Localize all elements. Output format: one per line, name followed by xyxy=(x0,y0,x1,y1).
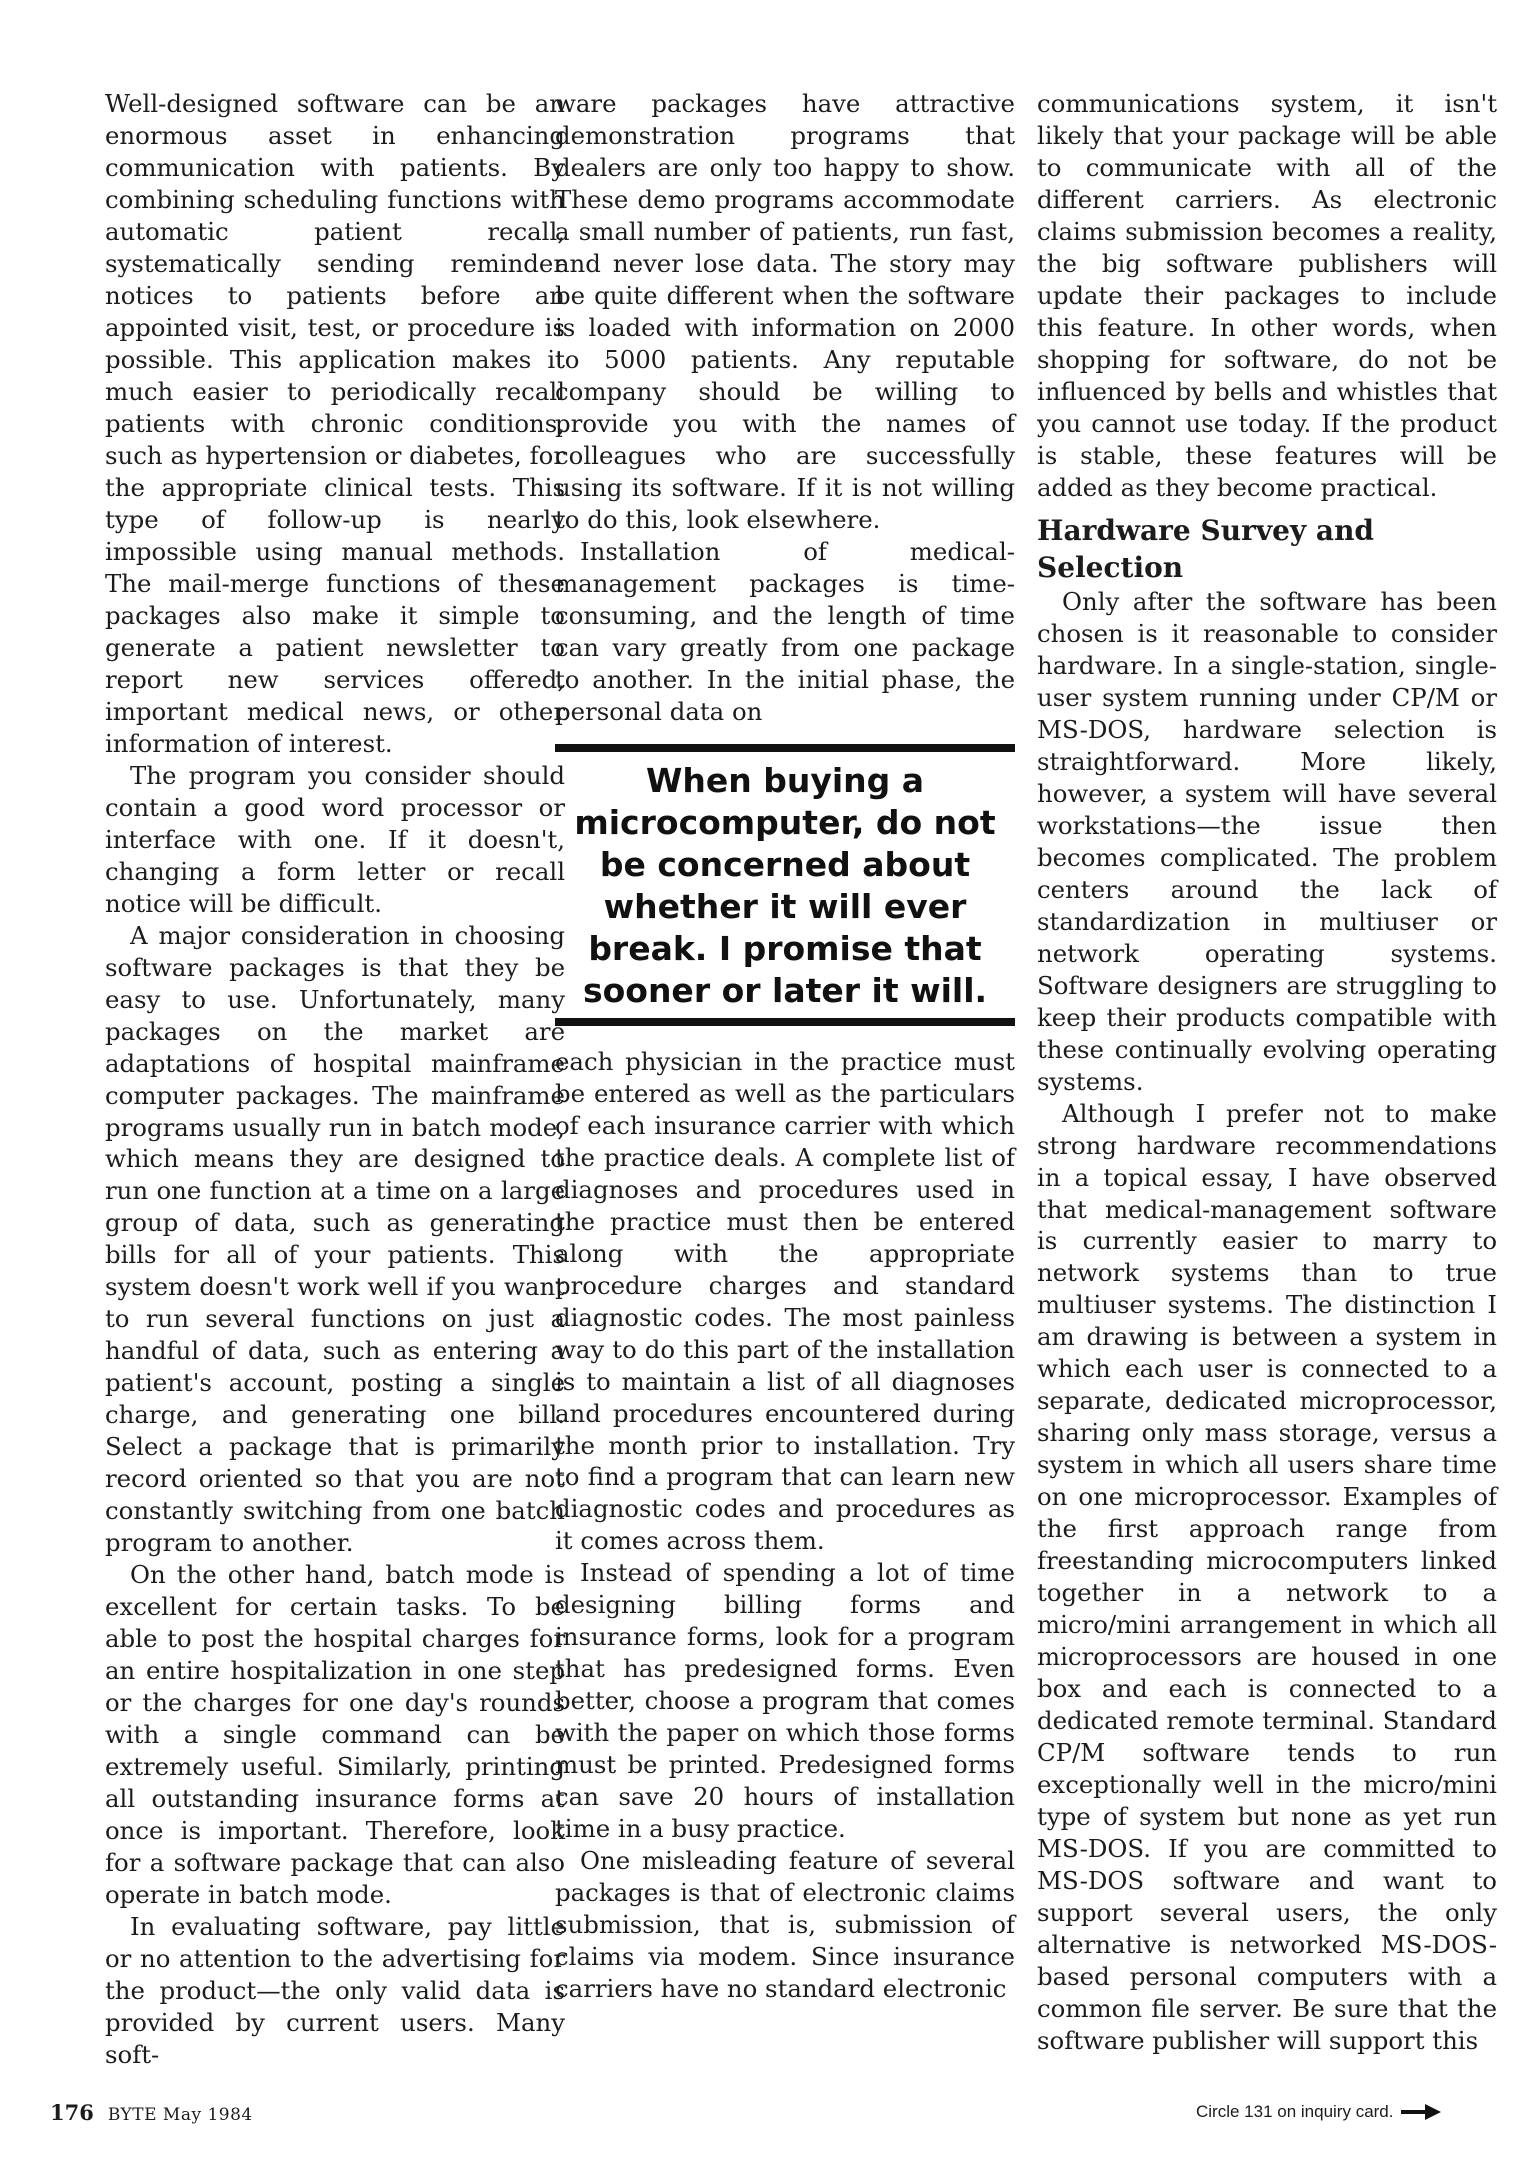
page-footer xyxy=(50,2100,253,2125)
column-2 xyxy=(555,88,1015,2005)
column-1 xyxy=(105,88,565,2071)
paragraph: Instead of spending a lot of time designing billing forms and insurance forms, look for a program that has predesigned forms. Even better, choose a program that comes with the paper on which those forms must be printed. Predesigned forms can save 20 hours of installation time in a busy practice. xyxy=(555,1558,1015,1844)
pull-quote-line: whether it will ever xyxy=(603,886,967,926)
pull-quote-line: When buying a xyxy=(645,760,925,800)
paragraph: In evaluating software, pay little or no attention to the advertising for the product—the only valid data is provided by current users. Many soft- xyxy=(105,1912,565,2070)
paragraph: On the other hand, batch mode is excellent for certain tasks. To be able to post the hospital charges for an entire hospitalization in one step or the charges for one day's rounds with a single command can be extremely useful. Similarly, printing all outstanding insurance forms at once is important. Therefore, look for a software package that can also operate in batch mode. xyxy=(105,1560,565,1910)
paragraph: communications system, it isn't likely that your package will be able to communicate with all of the different carriers. As electronic claims submission becomes a reality, the big software publishers will update their packages to include this feature. In other words, when shopping for software, do not be influenced by bells and whistles that you cannot use today. If the product is stable, these features will be added as they become practical. xyxy=(1037,89,1497,502)
inquiry-text: Circle 131 on inquiry card. xyxy=(1196,2102,1394,2121)
page-number: 176 xyxy=(50,2100,94,2125)
paragraph: Only after the software has been chosen is it reasonable to consider hardware. In a single-station, single-user system running under CP/M or MS-DOS, hardware selection is straightforward. More likely, however, a system will have several workstations—the issue then becomes complicated. The problem centers around the lack of standardization in multiuser or network operating systems. Software designers are struggling to keep their products compatible with these continually evolving operating systems. xyxy=(1037,586,1497,1096)
pull-quote-line: sooner or later it will. xyxy=(582,970,988,1010)
pull-quote-line: microcomputer, do not xyxy=(574,802,996,842)
paragraph: Well-designed software can be an enormous asset in enhancing communication with patients. By combining scheduling functions with automatic patient recall, systematically sending reminder notices to patients before an appointed visit, test, or procedure is possible. This application makes it much easier to periodically recall patients with chronic conditions, such as hypertension or diabetes, for the appropriate clinical tests. This type of follow-up is nearly impossible using manual methods. The mail-merge functions of these packages also make it simple to generate a patient newsletter to report new services offered, important medical news, or other information of interest. xyxy=(105,89,565,758)
inquiry-note xyxy=(1196,2102,1441,2122)
paragraph: each physician in the practice must be entered as well as the particulars of each insurance carrier with which the practice deals. A complete list of diagnoses and procedures used in the practice must then be entered along with the appropriate procedure charges and standard diagnostic codes. The most painless way to do this part of the installation is to maintain a list of all diagnoses and procedures encountered during the month prior to installation. Try to find a program that can learn new diagnostic codes and procedures as it comes across them. xyxy=(555,1046,1015,1556)
paragraph: One misleading feature of several packages is that of electronic claims submission, that is, submission of claims via modem. Since insurance carriers have no standard electronic xyxy=(555,1846,1015,2004)
section-heading: Hardware Survey and Selection xyxy=(1037,513,1374,584)
paragraph: ware packages have attractive demonstration programs that dealers are only too happy to show. These demo programs accommodate a small number of patients, run fast, and never lose data. The story may be quite different when the software is loaded with information on 2000 to 5000 patients. Any reputable company should be willing to provide you with the names of colleagues who are successfully using its software. If it is not willing to do this, look elsewhere. xyxy=(555,89,1015,534)
right-arrow-icon xyxy=(1401,2104,1441,2120)
pull-quote xyxy=(555,744,1015,1026)
paragraph: Installation of medical-management packages is time-consuming, and the length of time can vary greatly from one package to another. In the initial phase, the personal data on xyxy=(555,536,1015,726)
magazine-issue: BYTE May 1984 xyxy=(107,2105,253,2125)
pull-quote-line: be concerned about xyxy=(599,844,971,884)
pull-quote-line: break. I promise that xyxy=(588,928,982,968)
paragraph: Although I prefer not to make strong hardware recommendations in a topical essay, I have observed that medical-management software is currently easier to marry to network systems than to true multiuser systems. The distinction I am drawing is between a system in which each user is connected to a separate, dedicated microprocessor, sharing only mass storage, versus a system in which all users share time on one microprocessor. Examples of the first approach range from freestanding microcomputers linked together in a network to a micro/mini arrangement in which all microprocessors are housed in one box and each is connected to a dedicated remote terminal. Standard CP/M software tends to run exceptionally well in the micro/mini type of system but none as yet run MS-DOS. If you are committed to MS-DOS software and want to support several users, the only alternative is networked MS-DOS-based personal computers with a common file server. Be sure that the software publisher will support this xyxy=(1037,1098,1497,2056)
column-3 xyxy=(1037,88,1497,2057)
paragraph: A major consideration in choosing software packages is that they be easy to use. Unfortunately, many packages on the market are adaptations of hospital mainframe computer packages. The mainframe programs usually run in batch mode, which means they are designed to run one function at a time on a large group of data, such as generating bills for all of your patients. This system doesn't work well if you want to run several functions on just a handful of data, such as entering a patient's account, posting a single charge, and generating one bill. Select a package that is primarily record oriented so that you are not constantly switching from one batch program to another. xyxy=(105,920,565,1558)
paragraph: The program you consider should contain a good word processor or interface with one. If it doesn't, changing a form letter or recall notice will be difficult. xyxy=(105,760,565,918)
